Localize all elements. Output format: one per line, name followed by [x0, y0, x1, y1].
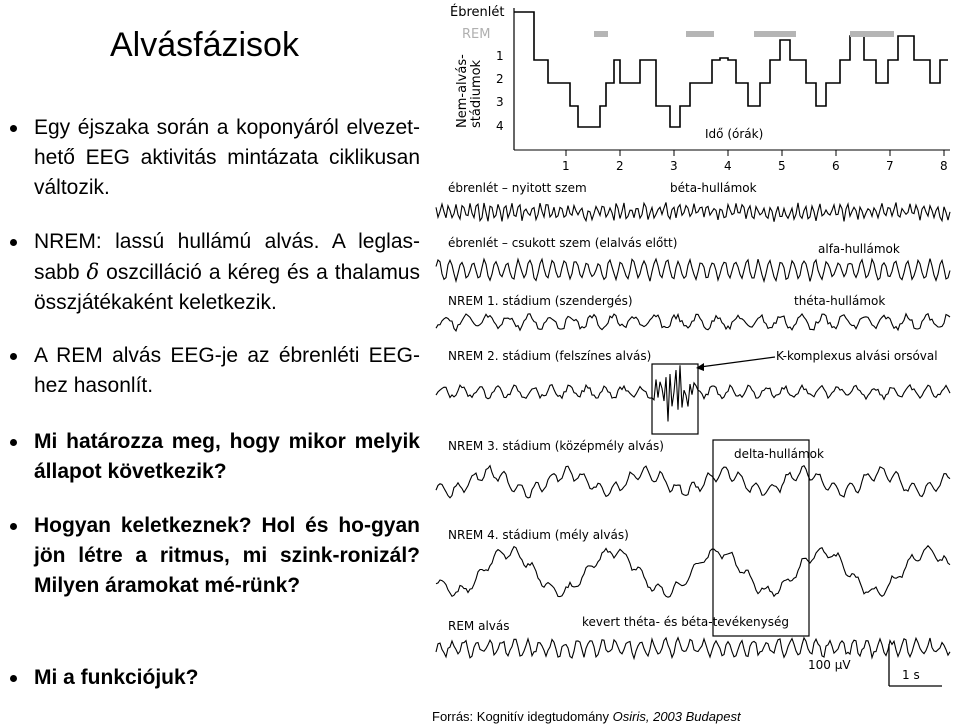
- level-label-1: 1: [496, 49, 504, 63]
- bullet-dot-icon: [10, 439, 17, 446]
- annotation-arrow: [700, 357, 775, 367]
- level-label-rem: REM: [462, 27, 491, 42]
- bullet-dot-icon: [10, 675, 17, 682]
- level-label-3: 3: [496, 95, 504, 109]
- source-citation: [432, 709, 741, 724]
- bullet-text-part: oszcilláció a kéreg és a thalamus összjátékaként keletkezik.: [34, 261, 420, 314]
- eeg-waveform: [436, 466, 950, 498]
- trace-label: NREM 4. stádium (mély alvás): [448, 528, 629, 542]
- trace-label: NREM 2. stádium (felszínes alvás): [448, 349, 652, 363]
- eeg-waveform: [436, 546, 950, 598]
- rem-bar: [594, 31, 608, 37]
- trace-right-label: K-komplexus alvási orsóval: [776, 349, 938, 363]
- eeg-waveform: [436, 203, 950, 222]
- x-tick-label: 6: [832, 159, 840, 173]
- slide-title: Alvásfázisok: [110, 26, 299, 64]
- delta-symbol: δ: [86, 260, 100, 284]
- trace-right-label: théta-hullámok: [794, 294, 886, 308]
- eeg-waveform: [436, 638, 950, 659]
- bullet-text: [34, 227, 420, 318]
- bullet-list: [0, 0, 430, 727]
- x-tick-label: 5: [778, 159, 786, 173]
- bullet-dot-icon: [10, 353, 17, 360]
- x-tick-label: 2: [616, 159, 624, 173]
- bullet-text: Mi határozza meg, hogy mikor melyik állapot következik?: [34, 430, 420, 483]
- bullet-item: [10, 427, 420, 487]
- bullet-text: Egy éjszaka során a koponyáról elvezet-hető EEG aktivitás mintázata ciklikusan változik.: [34, 116, 420, 199]
- bullet-dot-icon: [10, 239, 17, 246]
- level-label-4: 4: [496, 119, 504, 133]
- bullet-dot-icon: [10, 125, 17, 132]
- trace-right-label: béta-hullámok: [670, 181, 757, 195]
- hypnogram-line: [514, 12, 948, 127]
- source-publisher: Osiris, 2003 Budapest: [612, 709, 741, 724]
- y-axis-label: Nem-alvás- stádiumok: [455, 54, 484, 128]
- x-tick-label: 7: [886, 159, 894, 173]
- x-tick-label: 3: [670, 159, 678, 173]
- scale-amplitude-label: 100 μV: [808, 658, 851, 672]
- eeg-waveform: [436, 259, 950, 282]
- bullet-text-part: NREM: lassú hullámú alvás. A leglas-sabb: [34, 230, 420, 284]
- level-label-2: 2: [496, 72, 504, 86]
- eeg-waveform: [436, 314, 950, 331]
- eeg-waveform: [436, 365, 950, 421]
- rem-bar: [754, 31, 796, 37]
- trace-right-label: delta-hullámok: [734, 447, 824, 461]
- rem-bar: [686, 31, 714, 37]
- bullet-text: Mi a funkciójuk?: [34, 666, 199, 689]
- sleep-stage-figure: [430, 0, 960, 705]
- trace-label: REM alvás: [448, 619, 510, 633]
- bullet-text: Hogyan keletkeznek? Hol és ho-gyan jön létre a ritmus, mi szink-ronizál? Milyen áramokat mé-rünk?: [34, 514, 420, 597]
- bullet-dot-icon: [10, 523, 17, 530]
- hypnogram: [450, 4, 950, 173]
- x-tick-label: 4: [724, 159, 732, 173]
- bullet-item: [10, 113, 420, 203]
- x-axis-label: Idő (órák): [705, 127, 764, 141]
- level-label-awake: Ébrenlét: [450, 5, 505, 20]
- trace-right-label: kevert théta- és béta-tevékenység: [582, 615, 790, 629]
- trace-label: ébrenlét – nyitott szem: [448, 181, 587, 195]
- x-tick-label: 8: [940, 159, 948, 173]
- eeg-traces: [436, 181, 950, 686]
- scale-time-label: 1 s: [902, 668, 920, 682]
- k-complex-box: [652, 364, 698, 434]
- trace-right-label: alfa-hullámok: [818, 242, 900, 256]
- x-tick-label: 1: [562, 159, 570, 173]
- source-prefix: Forrás: Kognitív idegtudomány: [432, 709, 613, 724]
- trace-label: ébrenlét – csukott szem (elalvás előtt): [448, 236, 678, 250]
- bullet-item: [10, 511, 420, 601]
- bullet-text: A REM alvás EEG-je az ébrenléti EEG-hez hasonlít.: [34, 344, 420, 397]
- trace-label: NREM 3. stádium (középmély alvás): [448, 439, 664, 453]
- rem-bar: [850, 31, 894, 37]
- bullet-item: [10, 341, 420, 401]
- bullet-item: [10, 663, 420, 693]
- trace-label: NREM 1. stádium (szendergés): [448, 294, 633, 308]
- bullet-item: [10, 227, 420, 318]
- x-ticks: [562, 150, 948, 173]
